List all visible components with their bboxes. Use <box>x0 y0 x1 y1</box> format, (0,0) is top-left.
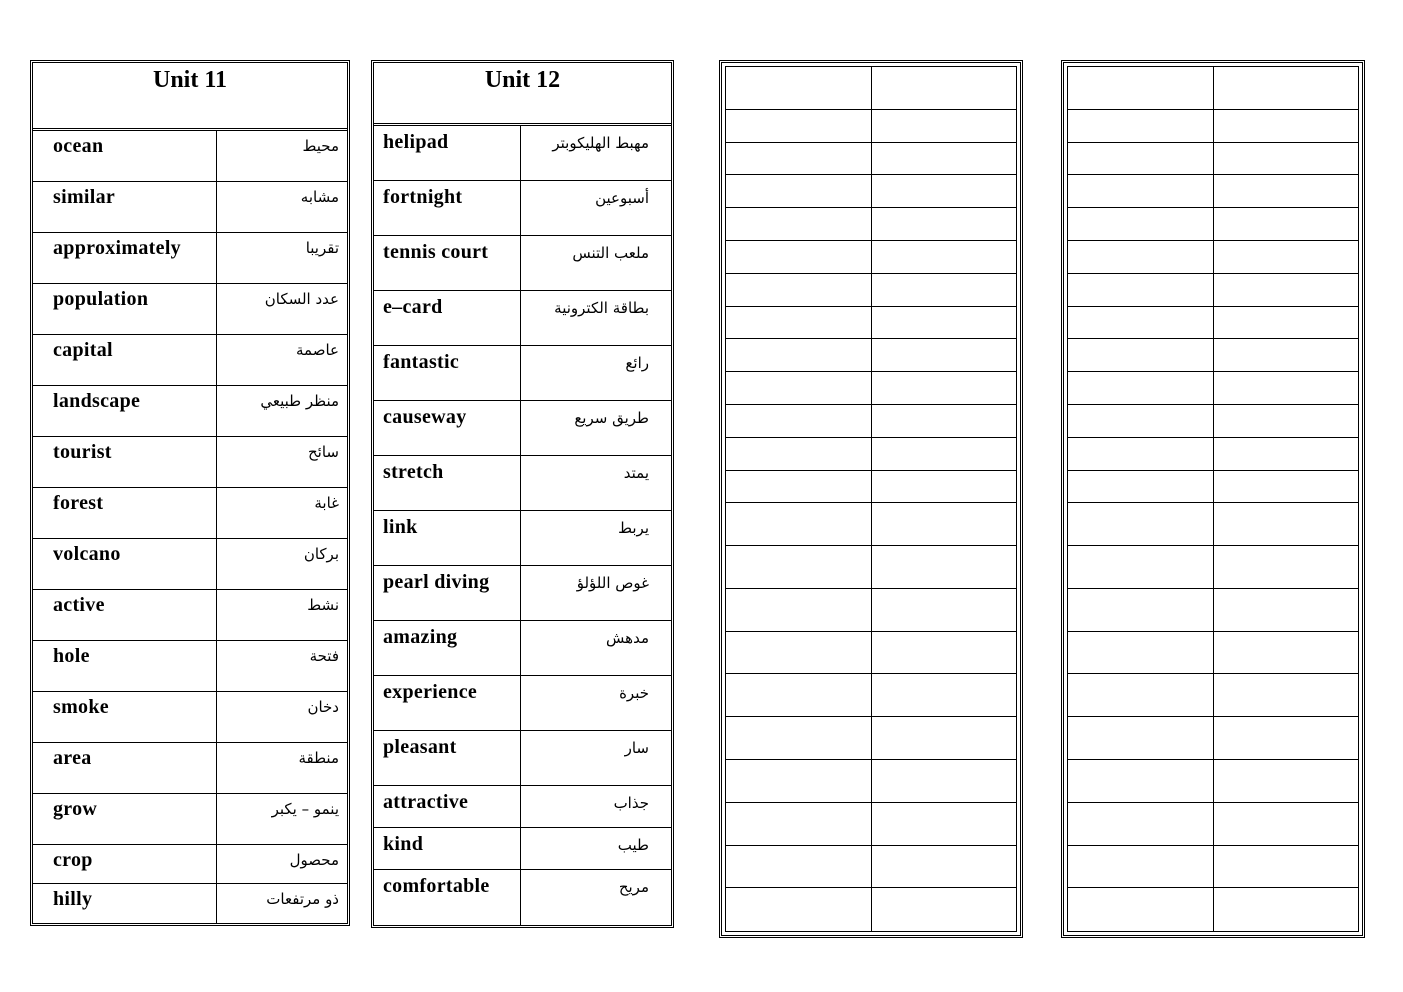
blank-cell <box>1214 438 1359 470</box>
blank-cell <box>726 503 872 545</box>
blank-cell <box>1214 372 1359 404</box>
blank-cell <box>1214 717 1359 759</box>
vocab-row <box>33 590 347 641</box>
unit-12-rows <box>374 126 671 925</box>
blank-row <box>726 717 1016 760</box>
blank-cell <box>872 888 1017 931</box>
english-word: experience <box>374 676 521 730</box>
blank-cell <box>1214 760 1359 802</box>
blank-grid-1 <box>719 60 1023 938</box>
blank-cell <box>1214 405 1359 437</box>
vocab-row <box>374 181 671 236</box>
arabic-translation: فتحة <box>309 647 339 665</box>
blank-cell <box>726 274 872 306</box>
blank-cell <box>726 760 872 802</box>
blank-cell <box>726 717 872 759</box>
blank-cell <box>1214 339 1359 371</box>
blank-cell <box>1068 803 1214 845</box>
vocab-row <box>374 511 671 566</box>
blank-cell <box>1068 208 1214 240</box>
english-word: tennis court <box>374 236 521 290</box>
unit-12-header <box>374 63 671 126</box>
blank-row <box>1068 589 1358 632</box>
english-word: link <box>374 511 521 565</box>
vocab-row <box>374 291 671 346</box>
blank-grid-2 <box>1061 60 1365 938</box>
english-word: ocean <box>33 131 217 181</box>
blank-row <box>726 589 1016 632</box>
blank-cell <box>726 143 872 175</box>
english-word: comfortable <box>374 870 521 925</box>
english-word: pearl diving <box>374 566 521 620</box>
vocab-row <box>33 641 347 692</box>
blank-row <box>1068 632 1358 675</box>
blank-row <box>726 846 1016 889</box>
blank-row <box>726 208 1016 241</box>
vocab-row <box>374 786 671 828</box>
arabic-translation: منظر طبيعي <box>260 392 339 410</box>
blank-row <box>1068 438 1358 471</box>
vocab-row <box>374 828 671 870</box>
blank-cell <box>1068 307 1214 339</box>
blank-cell <box>1214 546 1359 588</box>
english-word: crop <box>33 845 217 883</box>
arabic-translation: تقريبا <box>305 239 339 257</box>
blank-cell <box>726 846 872 888</box>
blank-row <box>726 67 1016 110</box>
blank-cell <box>1068 717 1214 759</box>
arabic-translation: محصول <box>289 851 339 869</box>
arabic-translation: سار <box>624 739 649 757</box>
english-word: hilly <box>33 884 217 923</box>
arabic-translation: مريح <box>618 878 649 896</box>
english-word: pleasant <box>374 731 521 785</box>
vocab-row <box>33 233 347 284</box>
english-word: population <box>33 284 217 334</box>
blank-cell <box>1068 471 1214 503</box>
arabic-translation: ذو مرتفعات <box>266 890 339 908</box>
blank-cell <box>1068 241 1214 273</box>
arabic-translation: مدهش <box>606 629 649 647</box>
blank-cell <box>872 405 1017 437</box>
blank-cell <box>1214 846 1359 888</box>
vocab-row <box>33 335 347 386</box>
blank-row <box>1068 208 1358 241</box>
blank-cell <box>726 110 872 142</box>
blank-cell <box>1214 143 1359 175</box>
blank-cell <box>726 589 872 631</box>
blank-cell <box>1214 803 1359 845</box>
blank-row <box>726 372 1016 405</box>
vocab-row <box>33 743 347 794</box>
vocab-row <box>33 488 347 539</box>
blank-row <box>1068 339 1358 372</box>
arabic-translation: غوص اللؤلؤ <box>576 574 649 592</box>
blank-row <box>726 438 1016 471</box>
english-word: stretch <box>374 456 521 510</box>
arabic-translation: غابة <box>314 494 339 512</box>
blank-cell <box>1214 110 1359 142</box>
arabic-translation: سائح <box>308 443 339 461</box>
vocab-row <box>374 236 671 291</box>
english-word: tourist <box>33 437 217 487</box>
vocab-row <box>33 284 347 335</box>
blank-cell <box>1068 339 1214 371</box>
vocab-row <box>33 182 347 233</box>
blank-cell <box>1068 589 1214 631</box>
blank-row <box>726 274 1016 307</box>
english-word: attractive <box>374 786 521 827</box>
unit-11-rows <box>33 131 347 923</box>
blank-row <box>726 546 1016 589</box>
blank-cell <box>1068 175 1214 207</box>
english-word: volcano <box>33 539 217 589</box>
arabic-translation: أسبوعين <box>595 189 649 207</box>
blank-cell <box>872 503 1017 545</box>
arabic-translation: رائع <box>625 354 649 372</box>
blank-cell <box>1214 67 1359 109</box>
blank-cell <box>1214 589 1359 631</box>
arabic-translation: ينمو – يكبر <box>271 800 339 818</box>
blank-cell <box>872 471 1017 503</box>
blank-cell <box>726 339 872 371</box>
arabic-translation: خبرة <box>619 684 649 702</box>
english-word: similar <box>33 182 217 232</box>
blank-row <box>726 175 1016 208</box>
blank-cell <box>726 67 872 109</box>
vocab-row <box>33 539 347 590</box>
vocab-row <box>33 386 347 437</box>
blank-row <box>1068 846 1358 889</box>
blank-row <box>1068 760 1358 803</box>
unit-12-title: Unit 12 <box>484 67 561 93</box>
blank-cell <box>872 143 1017 175</box>
blank-row <box>1068 803 1358 846</box>
vocab-row <box>374 870 671 925</box>
blank-row <box>726 307 1016 340</box>
blank-cell <box>872 372 1017 404</box>
english-word: helipad <box>374 126 521 180</box>
vocab-row <box>33 794 347 845</box>
vocab-row <box>374 456 671 511</box>
arabic-translation: محيط <box>302 137 339 155</box>
english-word: smoke <box>33 692 217 742</box>
blank-row <box>1068 888 1358 931</box>
english-word: forest <box>33 488 217 538</box>
english-word: e–card <box>374 291 521 345</box>
blank-cell <box>1214 503 1359 545</box>
blank-cell <box>726 546 872 588</box>
blank-row <box>726 888 1016 931</box>
blank-cell <box>872 208 1017 240</box>
blank-cell <box>1068 888 1214 931</box>
blank-row <box>726 760 1016 803</box>
english-word: kind <box>374 828 521 869</box>
blank-row <box>726 632 1016 675</box>
blank-cell <box>872 175 1017 207</box>
blank-cell <box>872 438 1017 470</box>
unit-12-table <box>371 60 674 928</box>
blank-row <box>1068 307 1358 340</box>
blank-row <box>1068 674 1358 717</box>
blank-row <box>726 803 1016 846</box>
english-word: hole <box>33 641 217 691</box>
blank-cell <box>1214 674 1359 716</box>
blank-cell <box>1214 632 1359 674</box>
blank-cell <box>872 674 1017 716</box>
vocab-row <box>33 131 347 182</box>
blank-row <box>726 674 1016 717</box>
blank-cell <box>726 888 872 931</box>
blank-row <box>1068 546 1358 589</box>
vocab-row <box>374 731 671 786</box>
blank-cell <box>726 471 872 503</box>
english-word: approximately <box>33 233 217 283</box>
blank-row <box>726 110 1016 143</box>
arabic-translation: بركان <box>303 545 339 563</box>
blank-cell <box>872 307 1017 339</box>
blank-cell <box>1214 175 1359 207</box>
vocab-row <box>374 401 671 456</box>
blank-cell <box>726 803 872 845</box>
english-word: fortnight <box>374 181 521 235</box>
blank-cell <box>1068 274 1214 306</box>
blank-cell <box>1068 67 1214 109</box>
blank-grid-2-rows <box>1067 66 1359 932</box>
blank-cell <box>872 717 1017 759</box>
english-word: fantastic <box>374 346 521 400</box>
blank-cell <box>726 632 872 674</box>
blank-cell <box>726 372 872 404</box>
blank-cell <box>726 405 872 437</box>
arabic-translation: جذاب <box>613 794 649 812</box>
blank-cell <box>1214 274 1359 306</box>
vocab-row <box>374 566 671 621</box>
unit-11-table <box>30 60 350 926</box>
vocab-row <box>33 845 347 884</box>
blank-cell <box>726 175 872 207</box>
blank-row <box>1068 405 1358 438</box>
arabic-translation: طيب <box>617 836 649 854</box>
blank-row <box>1068 717 1358 760</box>
vocab-row <box>33 437 347 488</box>
arabic-translation: بطاقة الكترونية <box>554 299 649 317</box>
blank-row <box>726 405 1016 438</box>
english-word: capital <box>33 335 217 385</box>
blank-cell <box>872 846 1017 888</box>
blank-row <box>1068 471 1358 504</box>
arabic-translation: طريق سريع <box>574 409 649 427</box>
blank-cell <box>726 208 872 240</box>
english-word: landscape <box>33 386 217 436</box>
blank-cell <box>872 274 1017 306</box>
blank-row <box>1068 274 1358 307</box>
arabic-translation: ملعب التنس <box>572 244 649 262</box>
unit-11-title: Unit 11 <box>152 67 227 93</box>
blank-row <box>1068 143 1358 176</box>
blank-cell <box>872 339 1017 371</box>
blank-cell <box>1214 471 1359 503</box>
blank-row <box>726 471 1016 504</box>
blank-cell <box>1068 143 1214 175</box>
blank-cell <box>726 307 872 339</box>
blank-cell <box>872 803 1017 845</box>
blank-cell <box>872 589 1017 631</box>
arabic-translation: يمتد <box>623 464 649 482</box>
arabic-translation: مشابه <box>300 188 339 206</box>
vocab-row <box>374 126 671 181</box>
blank-cell <box>1068 372 1214 404</box>
blank-cell <box>726 241 872 273</box>
blank-row <box>1068 503 1358 546</box>
blank-row <box>1068 175 1358 208</box>
blank-cell <box>1068 674 1214 716</box>
english-word: area <box>33 743 217 793</box>
blank-cell <box>1068 846 1214 888</box>
vocab-row <box>374 621 671 676</box>
blank-cell <box>1068 405 1214 437</box>
blank-cell <box>1068 110 1214 142</box>
blank-cell <box>1068 546 1214 588</box>
blank-row <box>1068 372 1358 405</box>
blank-cell <box>1214 307 1359 339</box>
english-word: grow <box>33 794 217 844</box>
blank-cell <box>872 632 1017 674</box>
blank-cell <box>1214 241 1359 273</box>
blank-cell <box>1214 888 1359 931</box>
blank-cell <box>726 438 872 470</box>
blank-cell <box>1068 503 1214 545</box>
vocab-row <box>33 692 347 743</box>
blank-cell <box>872 110 1017 142</box>
blank-row <box>726 241 1016 274</box>
blank-row <box>726 503 1016 546</box>
arabic-translation: دخان <box>307 698 339 716</box>
blank-grid-1-rows <box>725 66 1017 932</box>
arabic-translation: عدد السكان <box>264 290 339 308</box>
arabic-translation: منطقة <box>298 749 339 767</box>
english-word: amazing <box>374 621 521 675</box>
arabic-translation: مهبط الهليكوبتر <box>552 134 649 152</box>
vocab-row <box>374 346 671 401</box>
english-word: active <box>33 590 217 640</box>
blank-cell <box>726 674 872 716</box>
arabic-translation: يربط <box>618 519 649 537</box>
blank-row <box>726 339 1016 372</box>
blank-cell <box>1068 760 1214 802</box>
blank-cell <box>872 546 1017 588</box>
blank-cell <box>1214 208 1359 240</box>
english-word: causeway <box>374 401 521 455</box>
blank-cell <box>872 760 1017 802</box>
vocab-row <box>374 676 671 731</box>
blank-row <box>1068 67 1358 110</box>
blank-row <box>1068 241 1358 274</box>
arabic-translation: عاصمة <box>296 341 339 359</box>
blank-row <box>1068 110 1358 143</box>
vocab-row <box>33 884 347 923</box>
blank-cell <box>872 67 1017 109</box>
blank-cell <box>872 241 1017 273</box>
blank-row <box>726 143 1016 176</box>
blank-cell <box>1068 632 1214 674</box>
blank-cell <box>1068 438 1214 470</box>
arabic-translation: نشط <box>307 596 339 614</box>
unit-11-header <box>33 63 347 131</box>
